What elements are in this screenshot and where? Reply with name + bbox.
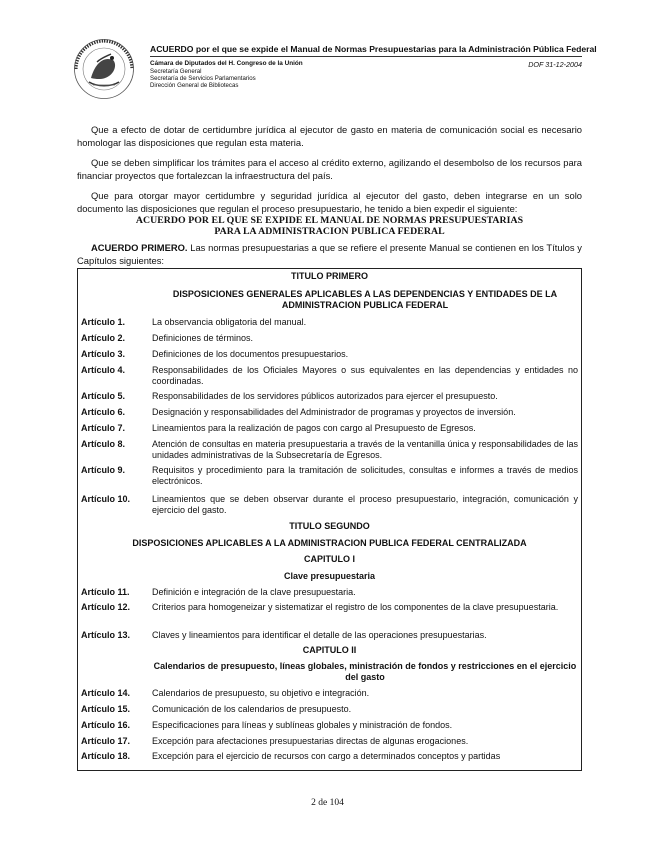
article-description: La observancia obligatoria del manual. bbox=[152, 317, 307, 327]
article-description: Comunicación de los calendarios de presupuesto. bbox=[152, 704, 352, 714]
article-number: Artículo 18. bbox=[81, 751, 131, 761]
article-description: Especificaciones para líneas y sublíneas globales y ministración de fondos. bbox=[152, 720, 453, 730]
article-description: Excepción para afectaciones presupuestarias directas de algunas erogaciones. bbox=[152, 736, 469, 746]
article-number: Artículo 4. bbox=[81, 365, 126, 375]
titulo-primero: TITULO PRIMERO bbox=[291, 271, 368, 281]
article-number: Artículo 11. bbox=[81, 587, 130, 597]
article-number: Artículo 1. bbox=[81, 317, 126, 327]
capitulo-ii-subtitle-row bbox=[78, 661, 581, 685]
publication-date: DOF 31-12-2004 bbox=[528, 60, 582, 69]
article-description: Definiciones de términos. bbox=[152, 333, 254, 343]
titulo-segundo-subtitle: DISPOSICIONES APLICABLES A LA ADMINISTRACION PUBLICA FEDERAL CENTRALIZADA bbox=[132, 538, 527, 548]
capitulo-ii: CAPITULO II bbox=[302, 645, 357, 655]
agreement-heading-line1: ACUERDO POR EL QUE SE EXPIDE EL MANUAL DE NORMAS PRESUPUESTARIAS bbox=[135, 215, 524, 226]
acuerdo-primero-text: Las normas presupuestarias a que se refiere el presente Manual se contienen en los Títulos y Capítulos siguientes: bbox=[77, 242, 582, 266]
article-description: Responsabilidades de los servidores públicos autorizados para ejercer el presupuesto. bbox=[152, 391, 498, 401]
paragraph-acuerdo-primero bbox=[77, 242, 582, 267]
article-description: Designación y responsabilidades del Administrador de programas y proyectos de inversión. bbox=[152, 407, 516, 417]
acuerdo-primero-lead: ACUERDO PRIMERO. bbox=[91, 242, 188, 253]
capitulo-i: CAPITULO I bbox=[304, 554, 355, 564]
article-number: Artículo 9. bbox=[81, 465, 126, 475]
article-description: Responsabilidades de los Oficiales Mayores o sus equivalentes en las dependencias y entidades no coordinadas. bbox=[152, 365, 578, 387]
institution-name: Cámara de Diputados del H. Congreso de la Unión bbox=[150, 60, 303, 67]
article-number: Artículo 6. bbox=[81, 407, 126, 417]
article-number: Artículo 8. bbox=[81, 439, 126, 449]
article-number: Artículo 10. bbox=[81, 494, 131, 504]
header-line-secretaria-general: Secretaría General bbox=[150, 68, 202, 75]
article-number: Artículo 17. bbox=[81, 736, 131, 746]
article-number: Artículo 7. bbox=[81, 423, 126, 433]
capitulo-i-subtitle: Clave presupuestaria bbox=[283, 571, 376, 581]
article-description: Atención de consultas en materia presupuestaria a través de la ventanilla única y responsabilidades de las unidades administrativas de la Subsecretaría de Egresos. bbox=[152, 439, 578, 461]
article-description: Criterios para homogeneizar y sistematizar el registro de los componentes de la clave presupuestaria. bbox=[152, 602, 559, 612]
paragraph-comunicacion-social: Que a efecto de dotar de certidumbre jurídica al ejecutor de gasto en materia de comunicación social es necesario homologar las disposiciones que regulan esta materia. bbox=[77, 124, 582, 148]
header-line-bibliotecas: Dirección General de Bibliotecas bbox=[150, 82, 239, 89]
mexican-coat-of-arms-seal bbox=[73, 38, 135, 100]
header-rule bbox=[150, 56, 582, 57]
article-description: Claves y lineamientos para identificar el detalle de las operaciones presupuestarias. bbox=[152, 630, 487, 640]
article-number: Artículo 12. bbox=[81, 602, 131, 612]
article-number: Artículo 2. bbox=[81, 333, 126, 343]
article-description: Calendarios de presupuesto, su objetivo e integración. bbox=[152, 688, 370, 698]
toc-table bbox=[77, 268, 582, 771]
article-number: Artículo 15. bbox=[81, 704, 131, 714]
article-description: Lineamientos para la realización de pagos con cargo al Presupuesto de Egresos. bbox=[152, 423, 476, 433]
article-description: Lineamientos que se deben observar durante el proceso presupuestario, integración, comunicación y ejercicio del gasto. bbox=[152, 494, 578, 516]
article-description: Definiciones de los documentos presupuestarios. bbox=[152, 349, 349, 359]
paragraph-certidumbre: Que para otorgar mayor certidumbre y seguridad jurídica al ejecutor del gasto, deben integrarse en un solo documento las disposiciones que regulan el proceso presupuestario, he tenido a bien expedir el siguiente: bbox=[77, 190, 582, 214]
agreement-heading-line2: PARA LA ADMINISTRACION PUBLICA FEDERAL bbox=[214, 226, 445, 237]
document-title: ACUERDO por el que se expide el Manual de Normas Presupuestarias para la Administración Pública Federal bbox=[150, 44, 597, 54]
titulo-segundo: TITULO SEGUNDO bbox=[289, 521, 370, 531]
titulo-primero-subtitle-row bbox=[78, 289, 581, 313]
paragraph-credito-externo: Que se deben simplificar los trámites para el acceso al crédito externo, agilizando el desembolso de los recursos para financiar proyectos que fortalezcan la infraestructura del país. bbox=[77, 157, 582, 181]
article-number: Artículo 5. bbox=[81, 391, 126, 401]
page-number: 2 de 104 bbox=[311, 798, 344, 808]
article-description: Requisitos y procedimiento para la tramitación de solicitudes, consultas e informes a través de medios electrónicos. bbox=[152, 465, 578, 487]
article-number: Artículo 16. bbox=[81, 720, 131, 730]
header-line-servicios-parlamentarios: Secretaría de Servicios Parlamentarios bbox=[150, 75, 256, 82]
article-number: Artículo 3. bbox=[81, 349, 126, 359]
article-number: Artículo 14. bbox=[81, 688, 131, 698]
article-description: Excepción para el ejercicio de recursos con cargo a determinados conceptos y partidas bbox=[152, 751, 501, 761]
titulo-primero-subtitle: DISPOSICIONES GENERALES APLICABLES A LAS DEPENDENCIAS Y ENTIDADES DE LA ADMINISTRACION PUBLICA FEDERAL bbox=[172, 289, 558, 311]
article-number: Artículo 13. bbox=[81, 630, 131, 640]
capitulo-ii-subtitle: Calendarios de presupuesto, líneas globales, ministración de fondos y restricciones en el ejercicio del gasto bbox=[153, 661, 577, 683]
article-description: Definición e integración de la clave presupuestaria. bbox=[152, 587, 356, 597]
